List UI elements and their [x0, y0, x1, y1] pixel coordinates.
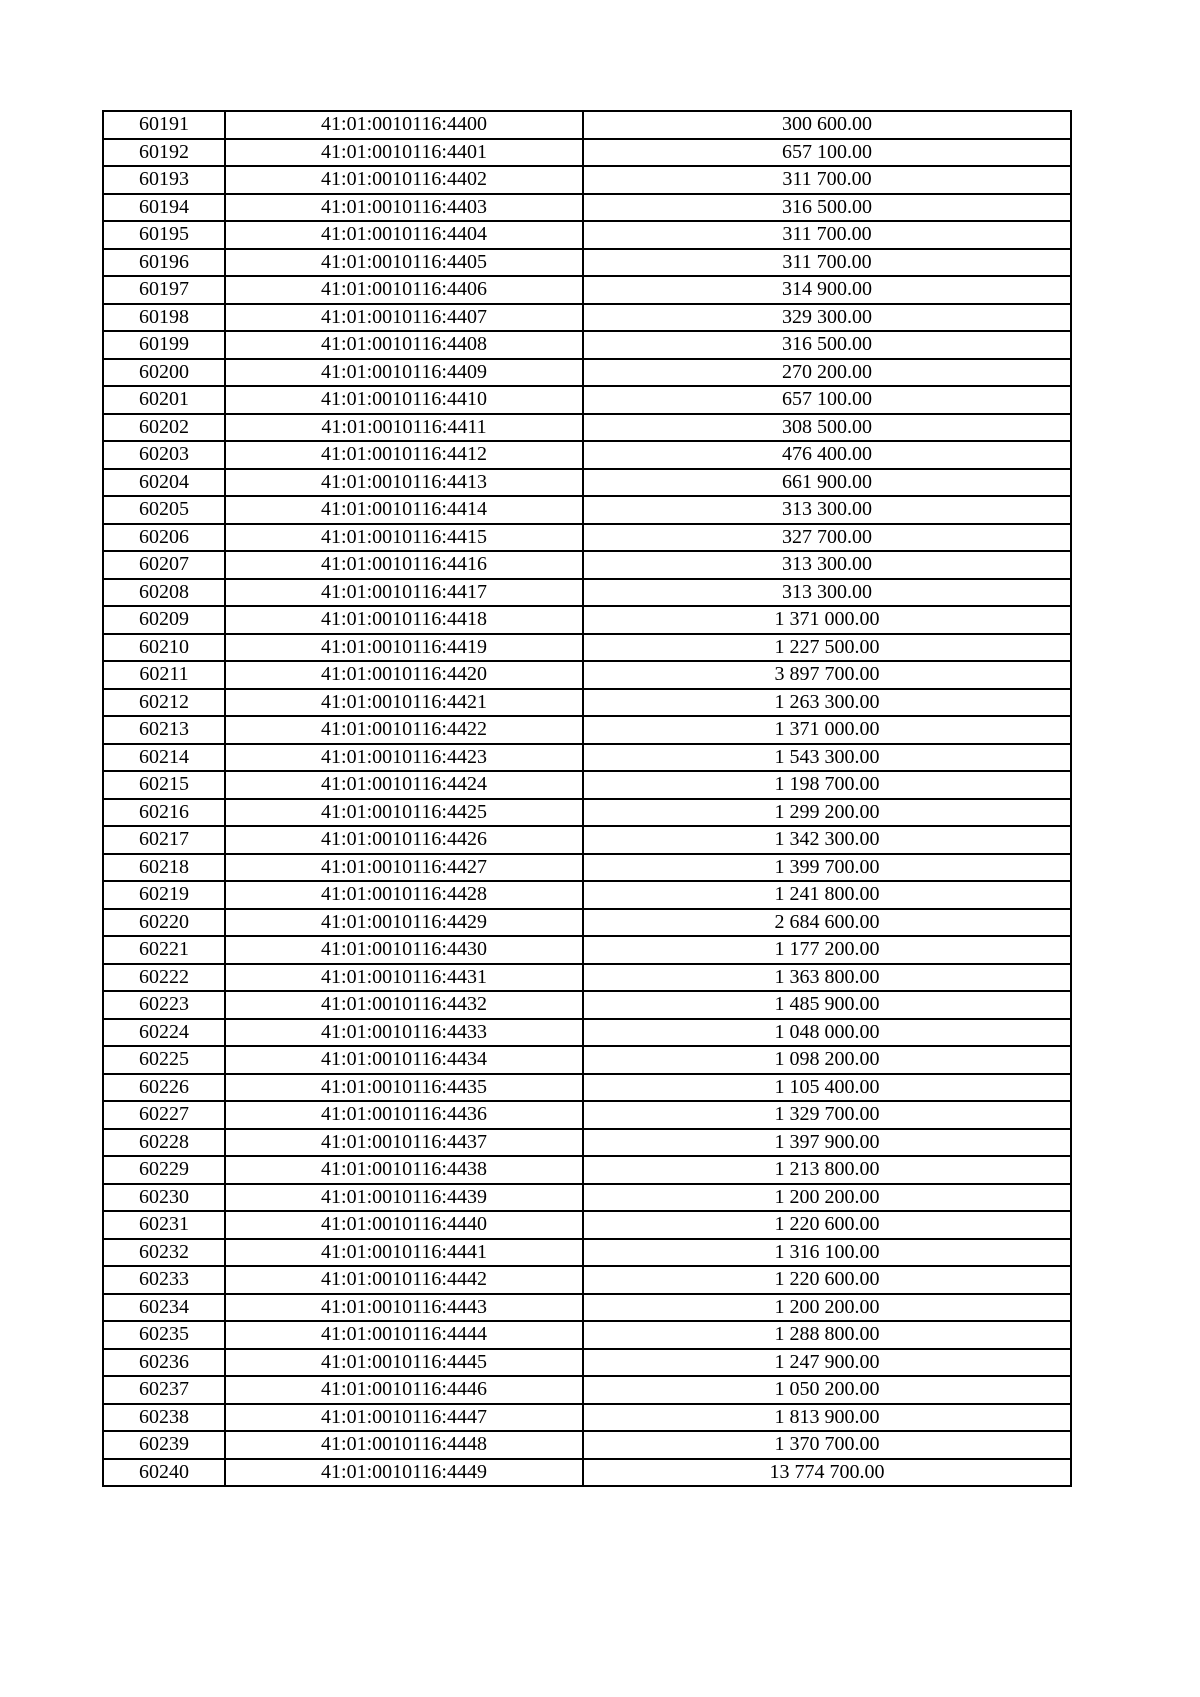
cadastral-number-cell: 41:01:0010116:4422 [225, 716, 583, 744]
row-number-cell: 60203 [103, 441, 225, 469]
row-number-cell: 60227 [103, 1101, 225, 1129]
row-number-cell: 60198 [103, 304, 225, 332]
cadastral-value-cell: 313 300.00 [583, 579, 1071, 607]
table-row [103, 1156, 1071, 1184]
row-number-cell: 60202 [103, 414, 225, 442]
row-number-cell: 60229 [103, 1156, 225, 1184]
cadastral-number-cell: 41:01:0010116:4423 [225, 744, 583, 772]
cadastral-number-cell: 41:01:0010116:4435 [225, 1074, 583, 1102]
cadastral-value-cell: 313 300.00 [583, 551, 1071, 579]
table-row [103, 909, 1071, 937]
row-number-cell: 60212 [103, 689, 225, 717]
row-number-cell: 60232 [103, 1239, 225, 1267]
cadastral-number-cell: 41:01:0010116:4426 [225, 826, 583, 854]
row-number-cell: 60200 [103, 359, 225, 387]
cadastral-number-cell: 41:01:0010116:4408 [225, 331, 583, 359]
cadastral-value-cell: 311 700.00 [583, 249, 1071, 277]
cadastral-value-cell: 3 897 700.00 [583, 661, 1071, 689]
row-number-cell: 60205 [103, 496, 225, 524]
cadastral-number-cell: 41:01:0010116:4416 [225, 551, 583, 579]
cadastral-number-cell: 41:01:0010116:4407 [225, 304, 583, 332]
cadastral-value-cell: 1 329 700.00 [583, 1101, 1071, 1129]
cadastral-value-cell: 1 363 800.00 [583, 964, 1071, 992]
cadastral-number-cell: 41:01:0010116:4431 [225, 964, 583, 992]
table-row [103, 1376, 1071, 1404]
table-row [103, 1184, 1071, 1212]
row-number-cell: 60231 [103, 1211, 225, 1239]
cadastral-value-cell: 657 100.00 [583, 139, 1071, 167]
row-number-cell: 60211 [103, 661, 225, 689]
table-row [103, 854, 1071, 882]
cadastral-value-cell: 1 227 500.00 [583, 634, 1071, 662]
row-number-cell: 60193 [103, 166, 225, 194]
row-number-cell: 60204 [103, 469, 225, 497]
cadastral-value-cell: 1 543 300.00 [583, 744, 1071, 772]
cadastral-number-cell: 41:01:0010116:4433 [225, 1019, 583, 1047]
cadastral-value-cell: 1 200 200.00 [583, 1294, 1071, 1322]
row-number-cell: 60219 [103, 881, 225, 909]
row-number-cell: 60228 [103, 1129, 225, 1157]
cadastral-number-cell: 41:01:0010116:4419 [225, 634, 583, 662]
row-number-cell: 60224 [103, 1019, 225, 1047]
cadastral-number-cell: 41:01:0010116:4421 [225, 689, 583, 717]
cadastral-value-cell: 1 220 600.00 [583, 1211, 1071, 1239]
table-row [103, 524, 1071, 552]
cadastral-value-cell: 314 900.00 [583, 276, 1071, 304]
table-body [103, 111, 1071, 1486]
cadastral-value-cell: 1 813 900.00 [583, 1404, 1071, 1432]
table-row [103, 1211, 1071, 1239]
cadastral-value-cell: 1 316 100.00 [583, 1239, 1071, 1267]
table-row [103, 579, 1071, 607]
row-number-cell: 60234 [103, 1294, 225, 1322]
cadastral-value-cell: 657 100.00 [583, 386, 1071, 414]
cadastral-value-cell: 1 198 700.00 [583, 771, 1071, 799]
cadastral-value-cell: 1 200 200.00 [583, 1184, 1071, 1212]
cadastral-value-cell: 316 500.00 [583, 331, 1071, 359]
cadastral-value-cell: 2 684 600.00 [583, 909, 1071, 937]
cadastral-value-cell: 1 048 000.00 [583, 1019, 1071, 1047]
cadastral-number-cell: 41:01:0010116:4409 [225, 359, 583, 387]
cadastral-number-cell: 41:01:0010116:4437 [225, 1129, 583, 1157]
table-row [103, 1321, 1071, 1349]
cadastral-value-cell: 1 241 800.00 [583, 881, 1071, 909]
cadastral-number-cell: 41:01:0010116:4446 [225, 1376, 583, 1404]
table-row [103, 441, 1071, 469]
cadastral-number-cell: 41:01:0010116:4436 [225, 1101, 583, 1129]
row-number-cell: 60240 [103, 1459, 225, 1487]
cadastral-number-cell: 41:01:0010116:4406 [225, 276, 583, 304]
cadastral-value-cell: 311 700.00 [583, 166, 1071, 194]
cadastral-value-cell: 1 213 800.00 [583, 1156, 1071, 1184]
table-row [103, 1074, 1071, 1102]
cadastral-number-cell: 41:01:0010116:4417 [225, 579, 583, 607]
row-number-cell: 60191 [103, 111, 225, 139]
table-row [103, 991, 1071, 1019]
table-row [103, 744, 1071, 772]
cadastral-number-cell: 41:01:0010116:4449 [225, 1459, 583, 1487]
cadastral-number-cell: 41:01:0010116:4418 [225, 606, 583, 634]
row-number-cell: 60196 [103, 249, 225, 277]
cadastral-number-cell: 41:01:0010116:4439 [225, 1184, 583, 1212]
row-number-cell: 60216 [103, 799, 225, 827]
row-number-cell: 60230 [103, 1184, 225, 1212]
table-row [103, 194, 1071, 222]
cadastral-value-cell: 1 247 900.00 [583, 1349, 1071, 1377]
table-row [103, 386, 1071, 414]
cadastral-number-cell: 41:01:0010116:4412 [225, 441, 583, 469]
cadastral-number-cell: 41:01:0010116:4432 [225, 991, 583, 1019]
table-row [103, 1349, 1071, 1377]
table-row [103, 551, 1071, 579]
row-number-cell: 60208 [103, 579, 225, 607]
cadastral-value-cell: 1 177 200.00 [583, 936, 1071, 964]
cadastral-number-cell: 41:01:0010116:4434 [225, 1046, 583, 1074]
row-number-cell: 60207 [103, 551, 225, 579]
cadastral-value-cell: 1 299 200.00 [583, 799, 1071, 827]
cadastral-value-cell: 1 342 300.00 [583, 826, 1071, 854]
row-number-cell: 60209 [103, 606, 225, 634]
row-number-cell: 60206 [103, 524, 225, 552]
cadastral-value-cell: 1 263 300.00 [583, 689, 1071, 717]
cadastral-number-cell: 41:01:0010116:4410 [225, 386, 583, 414]
row-number-cell: 60197 [103, 276, 225, 304]
table-row [103, 1431, 1071, 1459]
cadastral-number-cell: 41:01:0010116:4413 [225, 469, 583, 497]
table-row [103, 166, 1071, 194]
row-number-cell: 60238 [103, 1404, 225, 1432]
table-row [103, 661, 1071, 689]
cadastral-number-cell: 41:01:0010116:4424 [225, 771, 583, 799]
row-number-cell: 60199 [103, 331, 225, 359]
table-row [103, 1239, 1071, 1267]
cadastral-number-cell: 41:01:0010116:4402 [225, 166, 583, 194]
table-row [103, 496, 1071, 524]
cadastral-number-cell: 41:01:0010116:4444 [225, 1321, 583, 1349]
cadastral-value-cell: 1 105 400.00 [583, 1074, 1071, 1102]
row-number-cell: 60235 [103, 1321, 225, 1349]
cadastral-value-cell: 1 050 200.00 [583, 1376, 1071, 1404]
cadastral-value-cell: 1 371 000.00 [583, 606, 1071, 634]
table-row [103, 469, 1071, 497]
cadastral-number-cell: 41:01:0010116:4443 [225, 1294, 583, 1322]
cadastral-number-cell: 41:01:0010116:4448 [225, 1431, 583, 1459]
row-number-cell: 60214 [103, 744, 225, 772]
table-row [103, 606, 1071, 634]
table-row [103, 1404, 1071, 1432]
cadastral-value-cell: 1 371 000.00 [583, 716, 1071, 744]
cadastral-number-cell: 41:01:0010116:4425 [225, 799, 583, 827]
cadastral-value-cell: 1 098 200.00 [583, 1046, 1071, 1074]
cadastral-value-cell: 13 774 700.00 [583, 1459, 1071, 1487]
table-row [103, 881, 1071, 909]
table-row [103, 689, 1071, 717]
row-number-cell: 60221 [103, 936, 225, 964]
cadastral-value-cell: 327 700.00 [583, 524, 1071, 552]
cadastral-value-cell: 316 500.00 [583, 194, 1071, 222]
cadastral-number-cell: 41:01:0010116:4403 [225, 194, 583, 222]
row-number-cell: 60217 [103, 826, 225, 854]
cadastral-number-cell: 41:01:0010116:4447 [225, 1404, 583, 1432]
cadastral-value-cell: 1 399 700.00 [583, 854, 1071, 882]
table-row [103, 826, 1071, 854]
table-row [103, 1266, 1071, 1294]
cadastral-number-cell: 41:01:0010116:4404 [225, 221, 583, 249]
row-number-cell: 60195 [103, 221, 225, 249]
table-row [103, 139, 1071, 167]
cadastral-number-cell: 41:01:0010116:4428 [225, 881, 583, 909]
row-number-cell: 60215 [103, 771, 225, 799]
row-number-cell: 60236 [103, 1349, 225, 1377]
cadastral-number-cell: 41:01:0010116:4414 [225, 496, 583, 524]
table-row [103, 1101, 1071, 1129]
cadastral-number-cell: 41:01:0010116:4442 [225, 1266, 583, 1294]
cadastral-number-cell: 41:01:0010116:4429 [225, 909, 583, 937]
table-row [103, 414, 1071, 442]
cadastral-value-cell: 1 288 800.00 [583, 1321, 1071, 1349]
cadastral-number-cell: 41:01:0010116:4400 [225, 111, 583, 139]
row-number-cell: 60220 [103, 909, 225, 937]
cadastral-number-cell: 41:01:0010116:4411 [225, 414, 583, 442]
cadastral-number-cell: 41:01:0010116:4405 [225, 249, 583, 277]
row-number-cell: 60226 [103, 1074, 225, 1102]
cadastral-value-cell: 1 370 700.00 [583, 1431, 1071, 1459]
cadastral-value-cell: 308 500.00 [583, 414, 1071, 442]
cadastral-number-cell: 41:01:0010116:4415 [225, 524, 583, 552]
cadastral-value-cell: 311 700.00 [583, 221, 1071, 249]
row-number-cell: 60218 [103, 854, 225, 882]
cadastral-number-cell: 41:01:0010116:4430 [225, 936, 583, 964]
table-row [103, 221, 1071, 249]
cadastral-value-cell: 270 200.00 [583, 359, 1071, 387]
row-number-cell: 60225 [103, 1046, 225, 1074]
table-row [103, 634, 1071, 662]
cadastral-value-cell: 1 397 900.00 [583, 1129, 1071, 1157]
row-number-cell: 60239 [103, 1431, 225, 1459]
row-number-cell: 60194 [103, 194, 225, 222]
row-number-cell: 60233 [103, 1266, 225, 1294]
table-row [103, 276, 1071, 304]
row-number-cell: 60210 [103, 634, 225, 662]
cadastral-number-cell: 41:01:0010116:4445 [225, 1349, 583, 1377]
table-row [103, 1129, 1071, 1157]
table-row [103, 304, 1071, 332]
row-number-cell: 60222 [103, 964, 225, 992]
cadastral-value-cell: 661 900.00 [583, 469, 1071, 497]
table-row [103, 936, 1071, 964]
cadastral-number-cell: 41:01:0010116:4420 [225, 661, 583, 689]
row-number-cell: 60237 [103, 1376, 225, 1404]
cadastral-number-cell: 41:01:0010116:4427 [225, 854, 583, 882]
table-row [103, 1294, 1071, 1322]
table-row [103, 1019, 1071, 1047]
table-row [103, 359, 1071, 387]
row-number-cell: 60223 [103, 991, 225, 1019]
table-row [103, 1459, 1071, 1487]
table-row [103, 771, 1071, 799]
table-row [103, 111, 1071, 139]
cadastral-value-table [102, 110, 1072, 1487]
table-row [103, 331, 1071, 359]
table-row [103, 716, 1071, 744]
row-number-cell: 60192 [103, 139, 225, 167]
cadastral-value-cell: 313 300.00 [583, 496, 1071, 524]
table-row [103, 249, 1071, 277]
row-number-cell: 60201 [103, 386, 225, 414]
cadastral-number-cell: 41:01:0010116:4441 [225, 1239, 583, 1267]
cadastral-value-cell: 1 485 900.00 [583, 991, 1071, 1019]
cadastral-value-cell: 329 300.00 [583, 304, 1071, 332]
table-row [103, 799, 1071, 827]
cadastral-value-cell: 1 220 600.00 [583, 1266, 1071, 1294]
row-number-cell: 60213 [103, 716, 225, 744]
cadastral-number-cell: 41:01:0010116:4401 [225, 139, 583, 167]
cadastral-number-cell: 41:01:0010116:4440 [225, 1211, 583, 1239]
cadastral-number-cell: 41:01:0010116:4438 [225, 1156, 583, 1184]
cadastral-value-cell: 300 600.00 [583, 111, 1071, 139]
table-row [103, 964, 1071, 992]
table-row [103, 1046, 1071, 1074]
cadastral-value-cell: 476 400.00 [583, 441, 1071, 469]
